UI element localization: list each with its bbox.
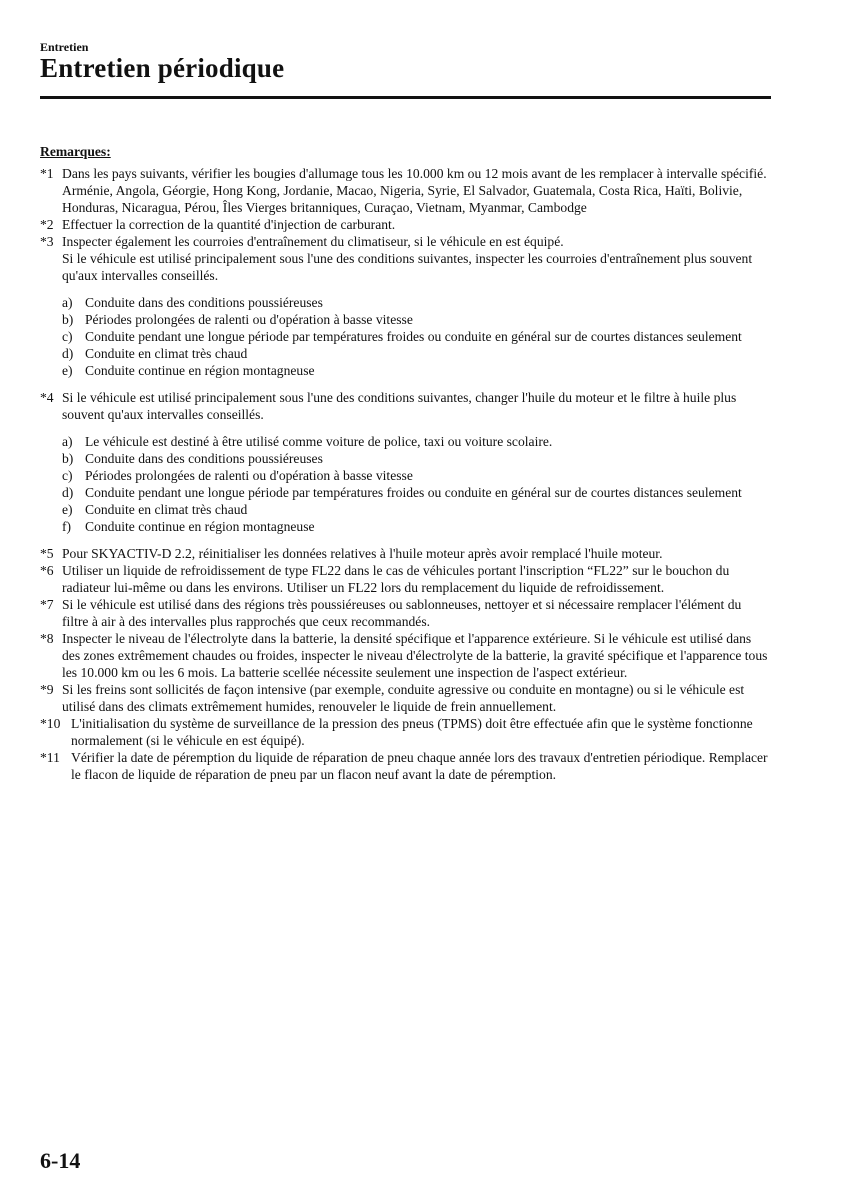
list-item [62, 518, 770, 535]
note-3 [40, 233, 770, 284]
condition-list-3 [62, 294, 770, 379]
list-text: Conduite pendant une longue période par températures froides ou conduite en général sur de courtes distances seulement [85, 485, 742, 500]
note-9 [40, 681, 770, 715]
note-8 [40, 630, 770, 681]
list-item [62, 450, 770, 467]
list-letter: e) [62, 502, 73, 517]
list-item [62, 294, 770, 311]
list-letter: d) [62, 485, 74, 500]
list-letter: b) [62, 451, 74, 466]
note-7 [40, 596, 770, 630]
note-marker: *7 [40, 597, 54, 612]
list-letter: f) [62, 519, 72, 534]
list-letter: a) [62, 434, 73, 449]
list-item [62, 328, 770, 345]
note-marker: *2 [40, 217, 54, 232]
list-text: Conduite continue en région montagneuse [85, 363, 315, 378]
note-marker: *5 [40, 546, 54, 561]
list-item [62, 484, 770, 501]
remarks-heading: Remarques: [40, 144, 111, 159]
note-4 [40, 389, 770, 423]
list-text: Conduite en climat très chaud [85, 502, 248, 517]
condition-list-4 [62, 433, 770, 535]
note-marker: *3 [40, 234, 54, 249]
list-text: Conduite en climat très chaud [85, 346, 248, 361]
note-6 [40, 562, 770, 596]
list-text: Périodes prolongées de ralenti ou d'opération à basse vitesse [85, 468, 413, 483]
page-number: 6-14 [40, 1148, 81, 1173]
note-text: L'initialisation du système de surveillance de la pression des pneus (TPMS) doit être effectuée afin que le système fonctionne normalement (si le véhicule en est équipé). [71, 716, 753, 748]
title-rule [40, 96, 771, 99]
note-text: Si le véhicule est utilisé dans des régions très poussiéreuses ou sablonneuses, nettoyer et si nécessaire remplacer l'élément du filtre à air à des intervalles plus rapprochés que ceux recommandés. [62, 597, 742, 629]
note-text: Pour SKYACTIV-D 2.2, réinitialiser les données relatives à l'huile moteur après avoir remplacé l'huile moteur. [62, 546, 663, 561]
note-11 [40, 749, 770, 783]
note-text: Vérifier la date de péremption du liquide de réparation de pneu chaque année lors des travaux d'entretien périodique. Remplacer le flacon de liquide de réparation de pneu par un flacon neuf avant la date de péremption. [71, 750, 768, 782]
list-item [62, 501, 770, 518]
note-text: Si les freins sont sollicités de façon intensive (par exemple, conduite agressive ou conduite en montagne) ou si le véhicule est utilisé dans des climats extrêmement humides, renouveler le liquide de frein annuellement. [62, 682, 745, 714]
list-text: Conduite dans des conditions poussiéreuses [85, 295, 323, 310]
list-text: Conduite pendant une longue période par températures froides ou conduite en général sur de courtes distances seulement [85, 329, 742, 344]
list-text: Conduite dans des conditions poussiéreuses [85, 451, 323, 466]
note-marker: *1 [40, 166, 54, 181]
list-text: Le véhicule est destiné à être utilisé comme voiture de police, taxi ou voiture scolaire. [85, 434, 553, 449]
list-text: Conduite continue en région montagneuse [85, 519, 315, 534]
page-title: Entretien périodique [40, 53, 285, 83]
note-text: Dans les pays suivants, vérifier les bougies d'allumage tous les 10.000 km ou 12 mois avant de les remplacer à intervalle spécifié. [62, 166, 767, 181]
note-text: Si le véhicule est utilisé principalement sous l'une des conditions suivantes, changer l'huile du moteur et le filtre à huile plus souvent qu'aux intervalles conseillés. [62, 390, 737, 422]
note-text: Inspecter également les courroies d'entraînement du climatiseur, si le véhicule en est équipé. [62, 234, 564, 249]
note-10 [40, 715, 770, 749]
note-5 [40, 545, 770, 562]
country-list: Arménie, Angola, Géorgie, Hong Kong, Jordanie, Macao, Nigeria, Syrie, El Salvador, Guatemala, Costa Rica, Haïti, Bolivie, Honduras, Nicaragua, Pérou, Îles Vierges britanniques, Curaçao, Vietnam, Myanmar, Cambodge [62, 183, 743, 215]
section-label: Entretien [40, 40, 89, 54]
note-text: Inspecter le niveau de l'électrolyte dans la batterie, la densité spécifique et l'apparence extérieure. Si le véhicule est utilisé dans des zones extrêmement chaudes ou froides, inspecter le niveau d'électrolyte de la batterie, la gravité spécifique et l'apparence tous les 10.000 km ou les 6 mois. La batterie scellée nécessite seulement une inspection de l'aspect extérieur. [62, 631, 768, 680]
list-item [62, 467, 770, 484]
note-marker: *8 [40, 631, 54, 646]
note-1 [40, 165, 770, 216]
list-text: Périodes prolongées de ralenti ou d'opération à basse vitesse [85, 312, 413, 327]
note-marker: *10 [40, 716, 61, 731]
note-text: Si le véhicule est utilisé principalement sous l'une des conditions suivantes, inspecter les courroies d'entraînement plus souvent qu'aux intervalles conseillés. [62, 251, 753, 283]
note-text: Effectuer la correction de la quantité d'injection de carburant. [62, 217, 396, 232]
list-letter: c) [62, 468, 73, 483]
list-item [62, 433, 770, 450]
remarks-section [40, 143, 770, 783]
note-marker: *11 [40, 750, 60, 765]
list-letter: b) [62, 312, 74, 327]
list-letter: e) [62, 363, 73, 378]
list-letter: a) [62, 295, 73, 310]
note-text: Utiliser un liquide de refroidissement de type FL22 dans le cas de véhicules portant l'inscription “FL22” sur le bouchon du radiateur lui-même ou dans les environs. Utiliser un FL22 lors du remplacement du liquide de refroidissement. [62, 563, 730, 595]
note-2 [40, 216, 770, 233]
list-letter: c) [62, 329, 73, 344]
note-marker: *9 [40, 682, 54, 697]
list-item [62, 362, 770, 379]
note-marker: *4 [40, 390, 54, 405]
note-marker: *6 [40, 563, 54, 578]
list-letter: d) [62, 346, 74, 361]
list-item [62, 345, 770, 362]
list-item [62, 311, 770, 328]
